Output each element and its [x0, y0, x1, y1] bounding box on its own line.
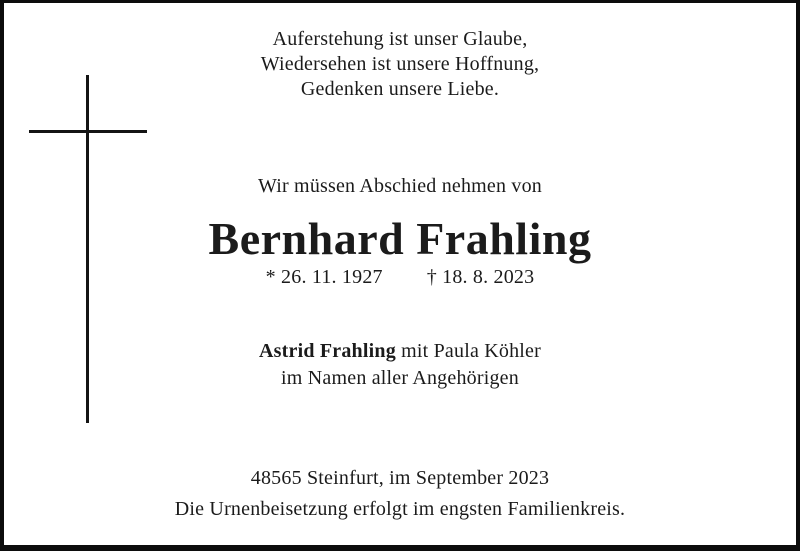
epigraph-line-2: Wiedersehen ist unsere Hoffnung,: [260, 53, 540, 75]
place-date-line: 48565 Steinfurt, im September 2023: [250, 467, 550, 489]
epigraph: [0, 27, 800, 102]
mourners-block: [0, 338, 800, 392]
cross-horizontal-bar: [29, 130, 147, 133]
epigraph-line-1: Auferstehung ist unser Glaube,: [272, 28, 528, 50]
mourner-primary-name: Astrid Frahling: [259, 340, 396, 362]
epigraph-line-3: Gedenken unsere Liebe.: [300, 78, 500, 100]
deceased-name: Bernhard Frahling: [208, 213, 592, 264]
footer-block: [0, 463, 800, 525]
death-date: † 18. 8. 2023: [426, 266, 535, 288]
funeral-note: Die Urnenbeisetzung erfolgt im engsten Familienkreis.: [174, 498, 626, 520]
mourners-line-2: im Namen aller Angehörigen: [281, 367, 519, 389]
birth-date: * 26. 11. 1927: [265, 266, 383, 288]
life-dates: [0, 265, 800, 290]
intro-line: Wir müssen Abschied nehmen von: [257, 175, 543, 197]
mourners-line-1: [0, 338, 800, 365]
mourner-with: mit Paula Köhler: [401, 340, 541, 362]
